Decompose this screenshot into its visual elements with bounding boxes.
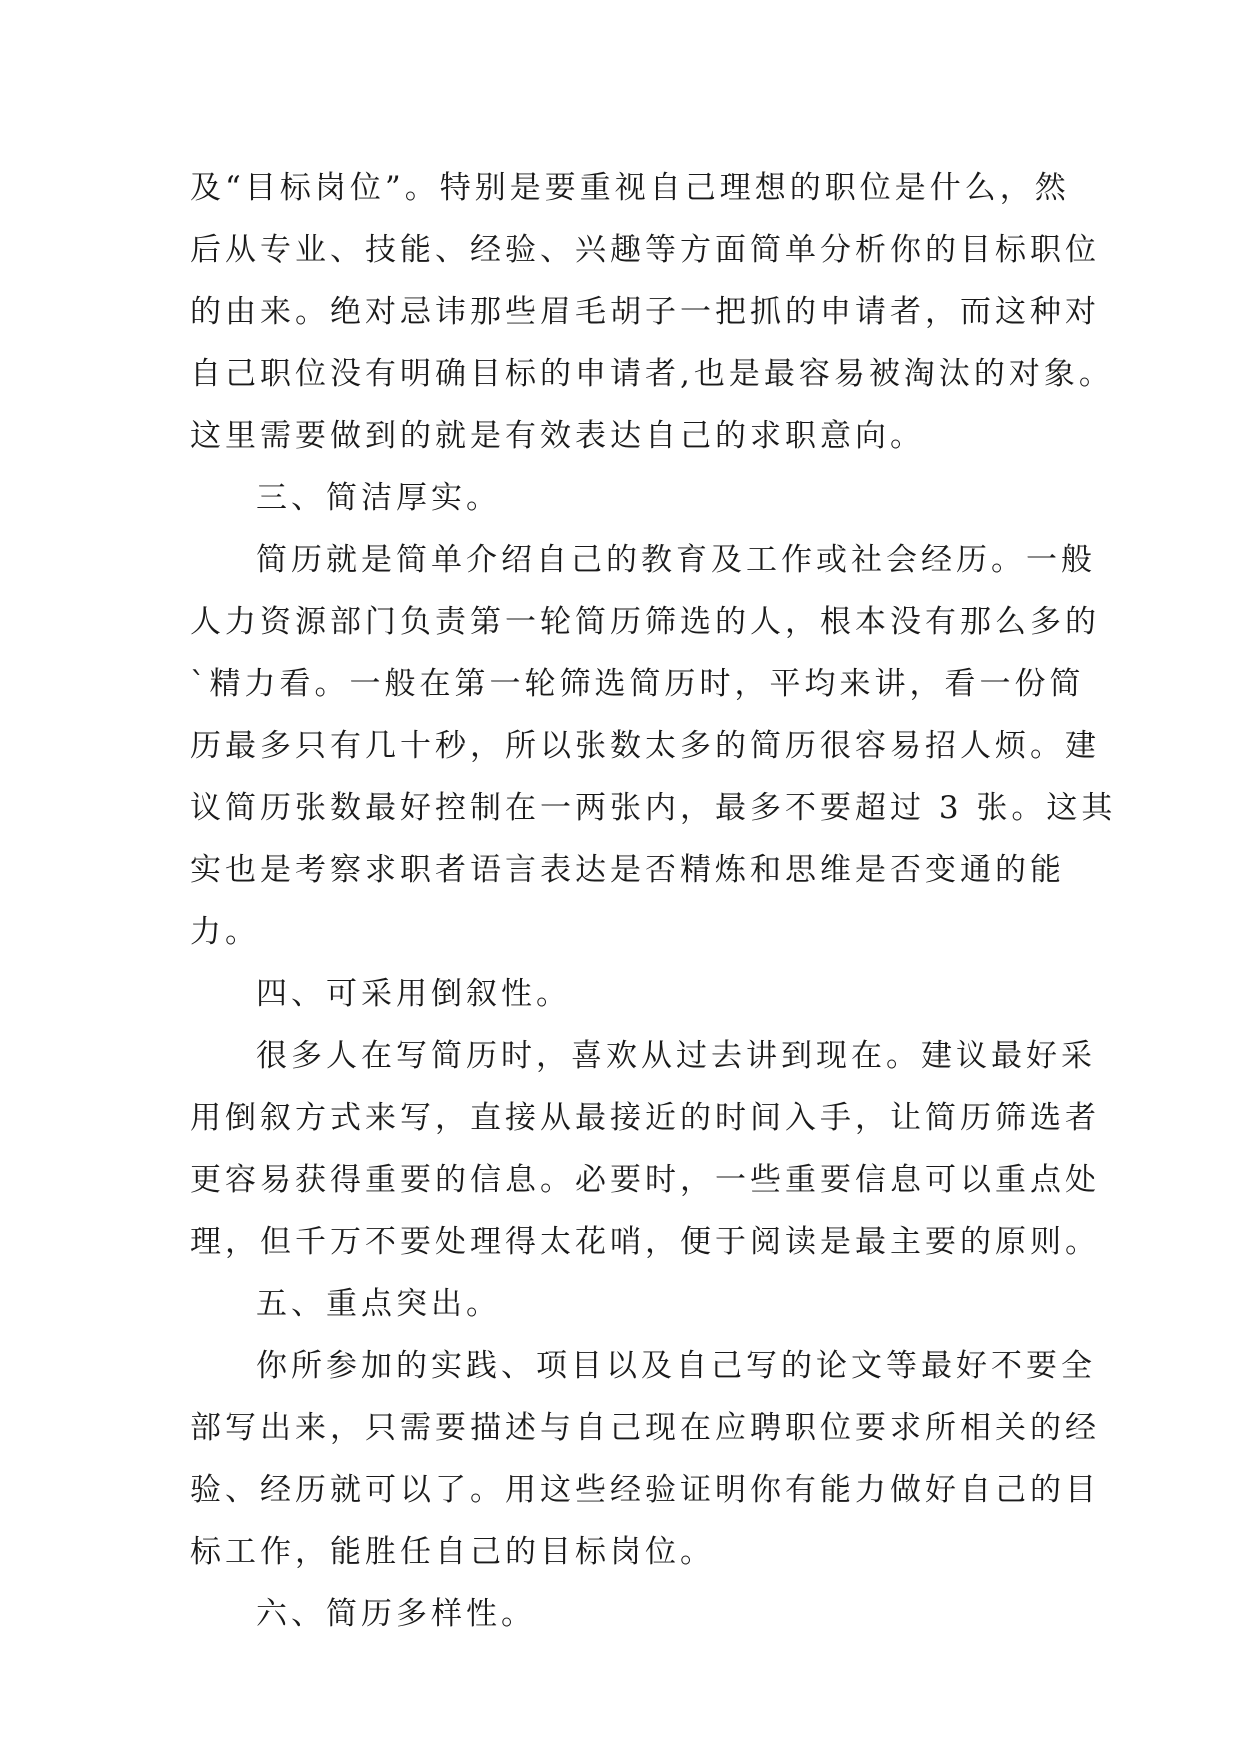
text-line: `精力看。一般在第一轮筛选简历时，平均来讲，看一份简 [190,666,1085,702]
text-line: 标工作，能胜任自己的目标岗位。 [190,1534,715,1570]
text-line: 自己职位没有明确目标的申请者,也是最容易被淘汰的对象。 [190,356,1114,392]
text-line: 力。 [190,914,260,950]
text-line: 人力资源部门负责第一轮简历筛选的人，根本没有那么多的 [190,604,1100,640]
section-heading: 五、重点突出。 [256,1286,501,1322]
paragraph-first-line: 简历就是简单介绍自己的教育及工作或社会经历。一般 [256,542,1096,578]
text-line: 后从专业、技能、经验、兴趣等方面简单分析你的目标职位 [190,232,1100,268]
text-line: 这里需要做到的就是有效表达自己的求职意向。 [190,418,925,454]
text-line: 验、经历就可以了。用这些经验证明你有能力做好自己的目 [190,1472,1100,1508]
paragraph-first-line: 你所参加的实践、项目以及自己写的论文等最好不要全 [256,1348,1096,1384]
section-heading: 四、可采用倒叙性。 [256,976,571,1012]
text-line: 实也是考察求职者语言表达是否精炼和思维是否变通的能 [190,852,1065,888]
text-line: 用倒叙方式来写，直接从最接近的时间入手，让简历筛选者 [190,1100,1100,1136]
text-line: 更容易获得重要的信息。必要时，一些重要信息可以重点处 [190,1162,1100,1198]
section-heading: 三、简洁厚实。 [256,480,501,516]
text-line: 部写出来，只需要描述与自己现在应聘职位要求所相关的经 [190,1410,1100,1446]
text-line: 及“目标岗位”。特别是要重视自己理想的职位是什么，然 [190,170,1070,206]
section-heading: 六、简历多样性。 [256,1596,536,1632]
document-body [190,157,1117,1645]
text-line: 历最多只有几十秒，所以张数太多的简历很容易招人烦。建 [190,728,1100,764]
text-line: 理，但千万不要处理得太花哨，便于阅读是最主要的原则。 [190,1224,1100,1260]
paragraph-first-line: 很多人在写简历时，喜欢从过去讲到现在。建议最好采 [256,1038,1096,1074]
text-line: 议简历张数最好控制在一两张内，最多不要超过 3 张。这其 [190,790,1117,826]
text-line: 的由来。绝对忌讳那些眉毛胡子一把抓的申请者，而这种对 [190,294,1100,330]
